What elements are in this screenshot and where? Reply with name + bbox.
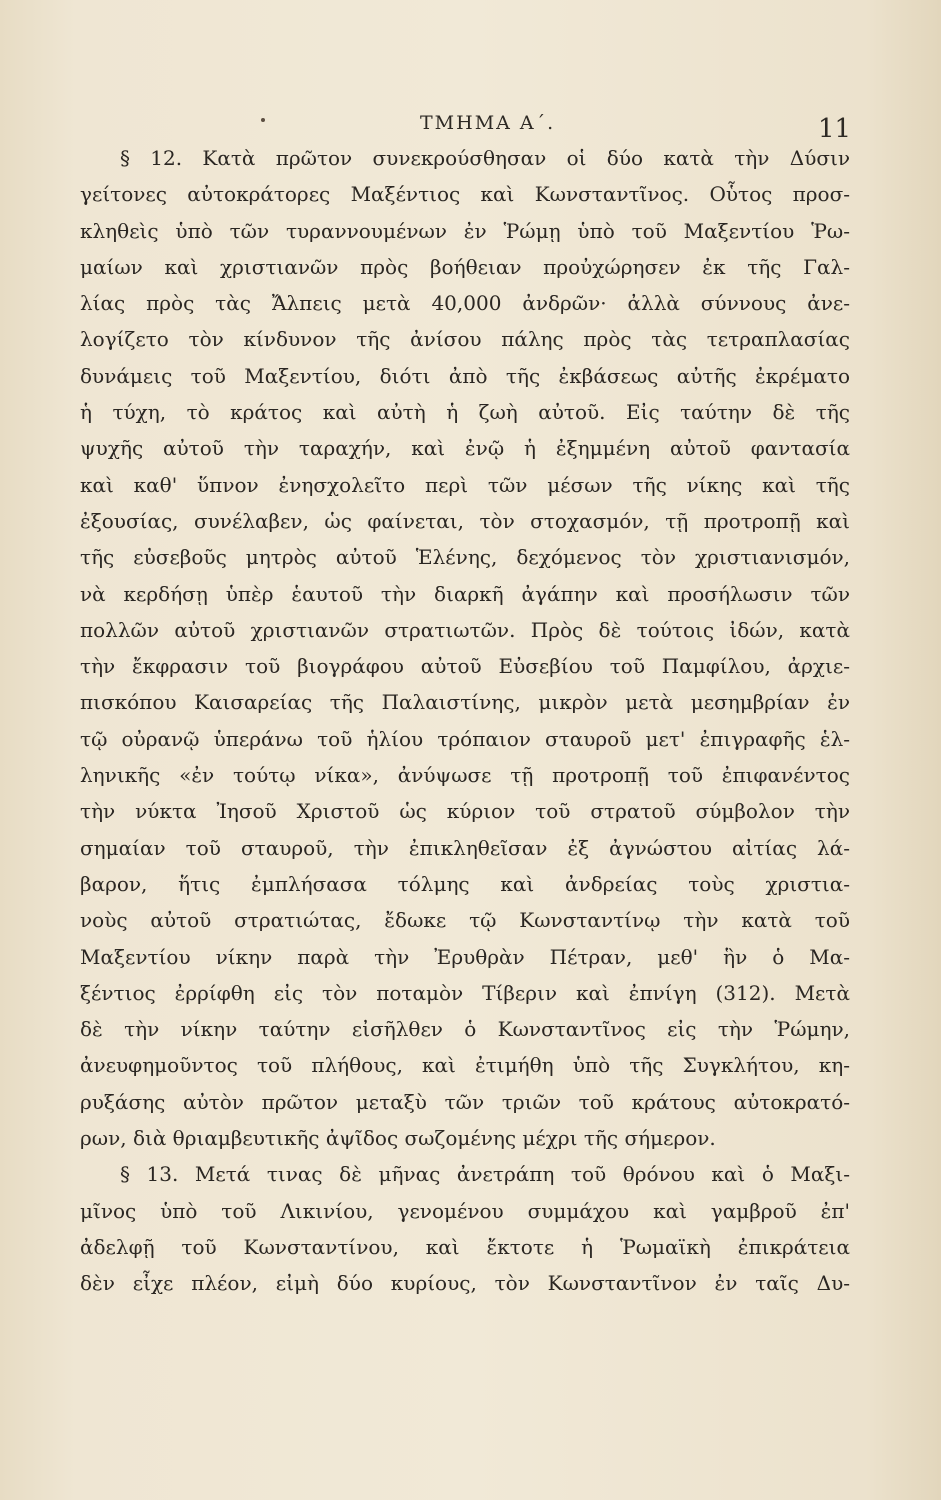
text-line: ψυχῆς αὐτοῦ τὴν ταραχήν, καὶ ἐνῷ ἡ ἐξημμένη αὐτοῦ φαντασία <box>80 436 850 461</box>
text-line: ἐξουσίας, συνέλαβεν, ὡς φαίνεται, τὸν στοχασμόν, τῇ προτροπῇ καὶ <box>80 508 850 533</box>
text-line: λογίζετο τὸν κίνδυνον τῆς ἀνίσου πάλης πρὸς τὰς τετραπλασίας <box>80 327 850 352</box>
text-line: σημαίαν τοῦ σταυροῦ, τὴν ἐπικληθεῖσαν ἐξ ἀγνώστου αἰτίας λά- <box>80 835 850 860</box>
text-line: κληθεὶς ὑπὸ τῶν τυραννουμένων ἐν Ῥώμῃ ὑπὸ τοῦ Μαξεντίου Ῥω- <box>80 218 850 243</box>
text-line: πισκόπου Καισαρείας τῆς Παλαιστίνης, μικρὸν μετὰ μεσημβρίαν ἐν <box>80 690 850 715</box>
text-line: ξέντιος ἐρρίφθη εἰς τὸν ποταμὸν Τίβεριν καὶ ἐπνίγη (312). Μετὰ <box>80 980 850 1005</box>
text-line: Μαξεντίου νίκην παρὰ τὴν Ἐρυθρὰν Πέτραν, μεθ' ἣν ὁ Μα- <box>80 944 850 969</box>
text-line: § 13. Μετά τινας δὲ μῆνας ἀνετράπη τοῦ θρόνου καὶ ὁ Μαξι- <box>120 1162 850 1187</box>
text-line: τῆς εὐσεβοῦς μητρὸς αὐτοῦ Ἑλένης, δεχόμενος τὸν χριστιανισμόν, <box>80 545 850 570</box>
text-line: τὴν νύκτα Ἰησοῦ Χριστοῦ ὡς κύριον τοῦ στρατοῦ σύμβολον τὴν <box>80 799 850 824</box>
running-head: ΤΜΗΜΑ Α΄. <box>420 112 556 134</box>
text-line: γείτονες αὐτοκράτορες Μαξέντιος καὶ Κωνσταντῖνος. Οὗτος προσ- <box>80 182 850 207</box>
text-line: μῖνος ὑπὸ τοῦ Λικινίου, γενομένου συμμάχου καὶ γαμβροῦ ἐπ' <box>80 1198 850 1223</box>
text-line: τῷ οὐρανῷ ὑπεράνω τοῦ ἡλίου τρόπαιον σταυροῦ μετ' ἐπιγραφῆς ἑλ- <box>80 726 850 751</box>
text-line: καὶ καθ' ὕπνον ἐνησχολεῖτο περὶ τῶν μέσων τῆς νίκης καὶ τῆς <box>80 472 850 497</box>
text-line: ληνικῆς «ἐν τούτῳ νίκα», ἀνύψωσε τῇ προτροπῇ τοῦ ἐπιφανέντος <box>80 763 850 788</box>
text-line: λίας πρὸς τὰς Ἄλπεις μετὰ 40,000 ἀνδρῶν· ἀλλὰ σύννους ἀνε- <box>80 291 850 316</box>
text-line: ρων, διὰ θριαμβευτικῆς ἀψῖδος σωζομένης μέχρι τῆς σήμερον. <box>80 1126 716 1151</box>
text-line: νοὺς αὐτοῦ στρατιώτας, ἔδωκε τῷ Κωνσταντίνῳ τὴν κατὰ τοῦ <box>80 908 850 933</box>
text-line: δὲν εἶχε πλέον, εἰμὴ δύο κυρίους, τὸν Κωνσταντῖνον ἐν ταῖς Δυ- <box>80 1271 850 1296</box>
text-line: τὴν ἔκφρασιν τοῦ βιογράφου αὐτοῦ Εὐσεβίου τοῦ Παμφίλου, ἀρχιε- <box>80 654 850 679</box>
text-line: δὲ τὴν νίκην ταύτην εἰσῆλθεν ὁ Κωνσταντῖνος εἰς τὴν Ῥώμην, <box>80 1017 850 1042</box>
page-number: 11 <box>818 114 852 144</box>
text-line: ἀνευφημοῦντος τοῦ πλήθους, καὶ ἐτιμήθη ὑπὸ τῆς Συγκλήτου, κη- <box>80 1053 850 1078</box>
text-line: § 12. Κατὰ πρῶτον συνεκρούσθησαν οἱ δύο κατὰ τὴν Δύσιν <box>120 146 850 170</box>
text-line: ἡ τύχη, τὸ κράτος καὶ αὐτὴ ἡ ζωὴ αὐτοῦ. Εἰς ταύτην δὲ τῆς <box>80 400 850 425</box>
text-line: βαρον, ἥτις ἐμπλήσασα τόλμης καὶ ἀνδρείας τοὺς χριστια- <box>80 871 850 896</box>
text-line: νὰ κερδήσῃ ὑπὲρ ἑαυτοῦ τὴν διαρκῆ ἀγάπην καὶ προσήλωσιν τῶν <box>80 581 850 606</box>
text-line: μαίων καὶ χριστιανῶν πρὸς βοήθειαν προὐχώρησεν ἐκ τῆς Γαλ- <box>80 254 850 279</box>
text-line: δυνάμεις τοῦ Μαξεντίου, διότι ἀπὸ τῆς ἐκβάσεως αὐτῆς ἐκρέματο <box>80 363 850 388</box>
ink-speck <box>261 118 265 122</box>
text-line: ἀδελφῇ τοῦ Κωνσταντίνου, καὶ ἔκτοτε ἡ Ῥωμαϊκὴ ἐπικράτεια <box>80 1234 850 1259</box>
body-text <box>80 140 850 1302</box>
text-line: ρυξάσης αὐτὸν πρῶτον μεταξὺ τῶν τριῶν τοῦ κράτους αὐτοκρατό- <box>80 1089 850 1114</box>
text-line: πολλῶν αὐτοῦ χριστιανῶν στρατιωτῶν. Πρὸς δὲ τούτοις ἰδών, κατὰ <box>80 617 850 642</box>
